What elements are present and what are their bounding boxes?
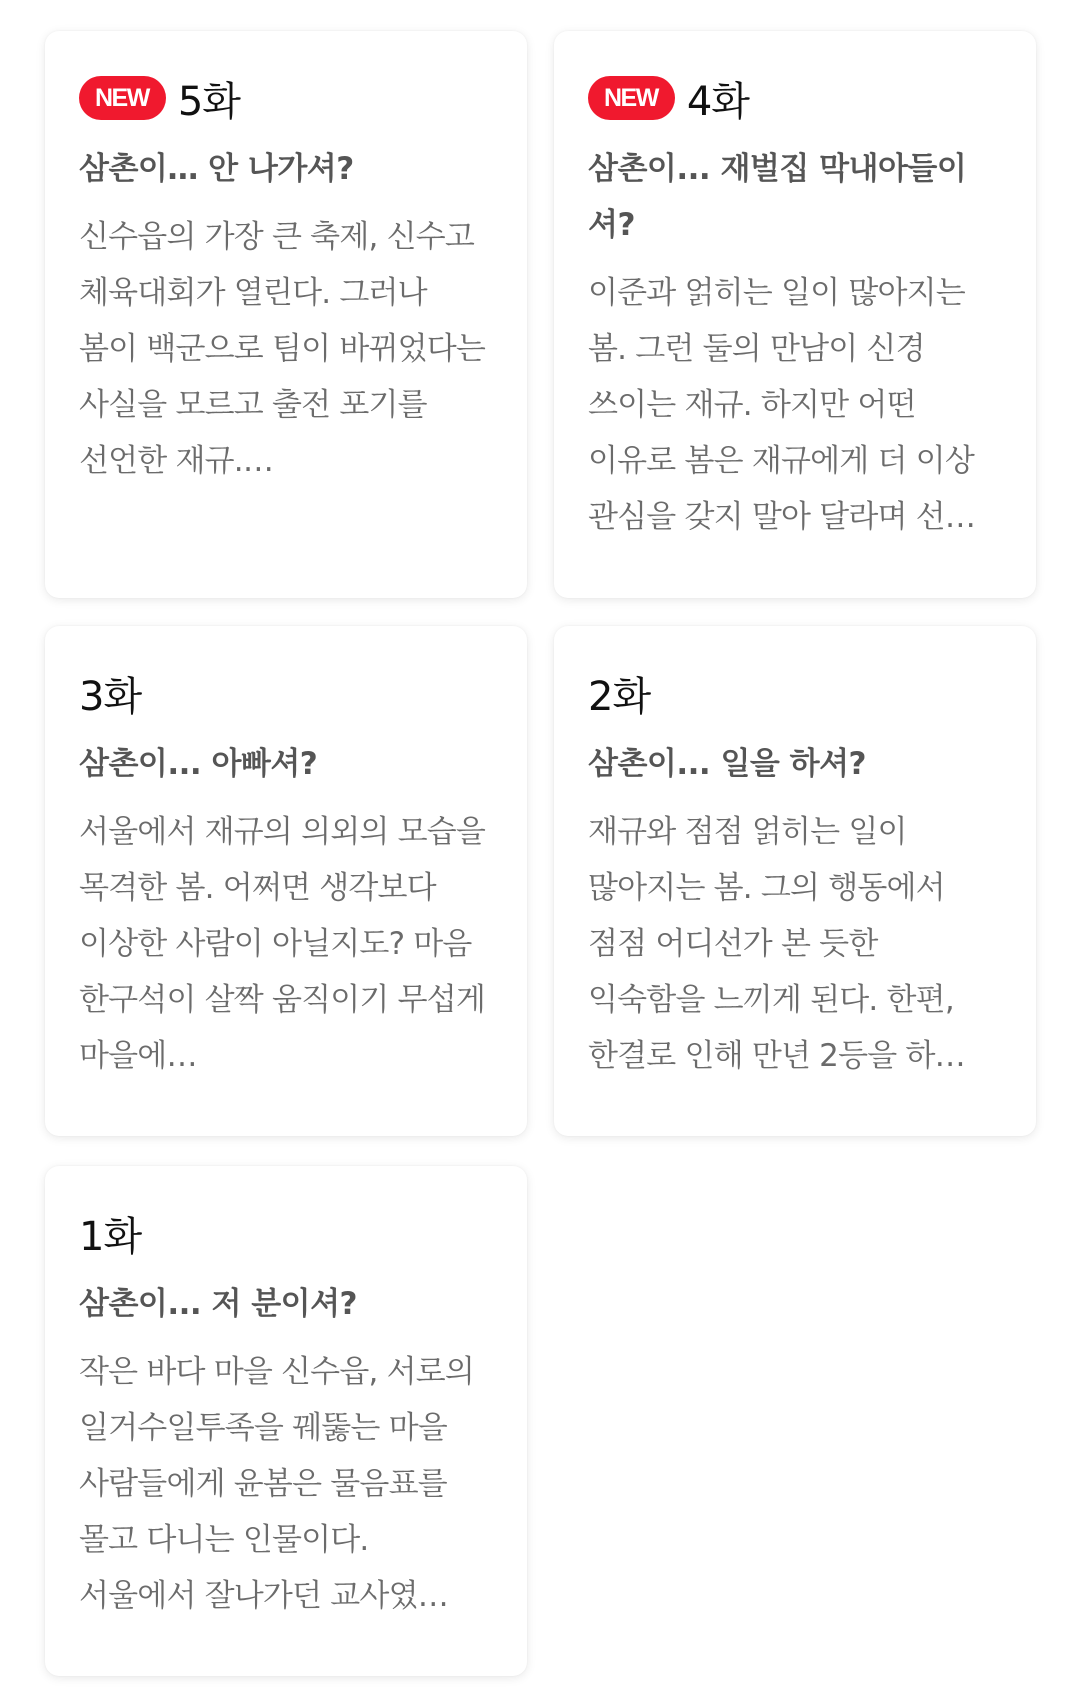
episode-card-1[interactable] — [45, 1166, 527, 1676]
episode-subtitle: 삼촌이... 일을 하셔? — [588, 746, 867, 782]
episode-title: 2화 — [588, 673, 651, 720]
episode-title: 4화 — [686, 78, 749, 125]
episode-description: 신수읍의 가장 큰 축제, 신수고 체육대회가 열린다. 그러나 봄이 백군으로 팀이 바뀌었다는 사실을 모르고 출전 포기를 선언한 재규.… — [79, 219, 486, 479]
episode-header — [79, 69, 493, 127]
new-badge: NEW — [79, 76, 166, 120]
episode-header — [79, 664, 493, 722]
episode-card-3[interactable] — [45, 626, 527, 1136]
episode-subtitle: 삼촌이... 저 분이셔? — [79, 1286, 358, 1322]
episode-title: 5화 — [177, 78, 240, 125]
episode-header — [79, 1204, 493, 1262]
episode-card-5[interactable] — [45, 31, 527, 598]
episode-subtitle: 삼촌이... 아빠셔? — [79, 746, 318, 782]
episode-description: 서울에서 재규의 의외의 모습을 목격한 봄. 어쩌면 생각보다 이상한 사람이 아닐지도? 마음 한구석이 살짝 움직이기 무섭게 마을에… — [79, 814, 486, 1074]
episode-title: 1화 — [79, 1213, 142, 1260]
episode-card-4[interactable] — [554, 31, 1036, 598]
episode-title: 3화 — [79, 673, 142, 720]
episode-card-2[interactable] — [554, 626, 1036, 1136]
new-badge: NEW — [588, 76, 675, 120]
episode-description: 이준과 얽히는 일이 많아지는 봄. 그런 둘의 만남이 신경 쓰이는 재규. 하지만 어떤 이유로 봄은 재규에게 더 이상 관심을 갖지 말아 달라며 선… — [588, 275, 976, 535]
episode-description: 재규와 점점 얽히는 일이 많아지는 봄. 그의 행동에서 점점 어디선가 본 듯한 익숙함을 느끼게 된다. 한편, 한결로 인해 만년 2등을 하… — [588, 814, 965, 1074]
episode-description: 작은 바다 마을 신수읍, 서로의 일거수일투족을 꿰뚫는 마을 사람들에게 윤봄은 물음표를 몰고 다니는 인물이다. 서울에서 잘나가던 교사였… — [79, 1354, 475, 1614]
episode-header — [588, 69, 1002, 127]
episode-subtitle: 삼촌이... 재벌집 막내아들이셔? — [588, 151, 967, 243]
episode-header — [588, 664, 1002, 722]
episode-subtitle: 삼촌이… 안 나가셔? — [79, 151, 354, 187]
